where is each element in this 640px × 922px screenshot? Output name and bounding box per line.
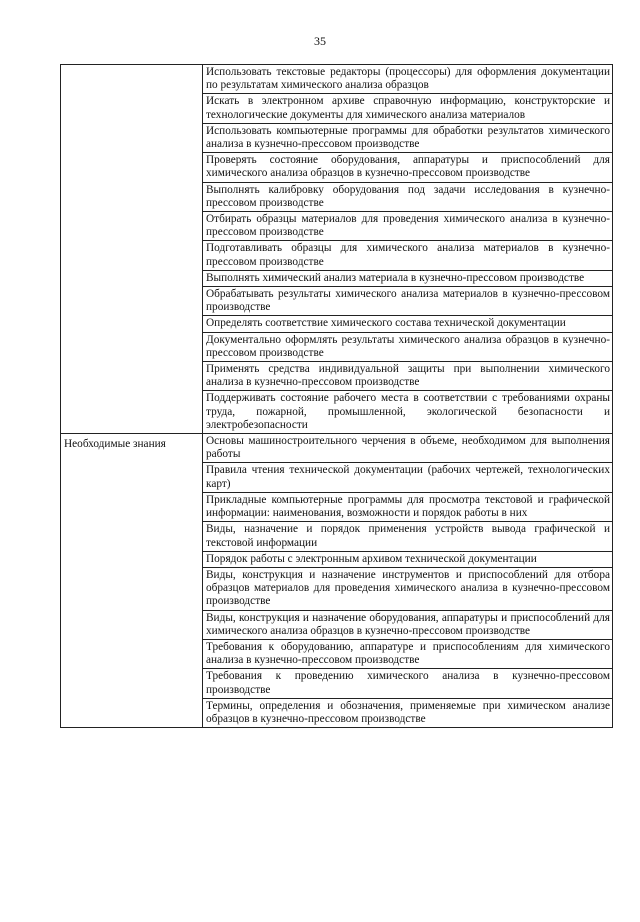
requirements-table [60,64,613,728]
knowledge-item: Порядок работы с электронным архивом технической документации [203,551,613,567]
skills-item: Применять средства индивидуальной защиты при выполнении химического анализа в кузнечно-прессовом производстве [203,362,613,391]
table-row [61,434,613,463]
skills-item: Выполнять калибровку оборудования под задачи исследования в кузнечно-прессовом производстве [203,182,613,211]
skills-item: Отбирать образцы материалов для проведения химического анализа в кузнечно-прессовом производстве [203,212,613,241]
knowledge-item: Виды, конструкция и назначение инструментов и приспособлений для отбора образцов материалов для проведения химического анализа в кузнечно-прессовом производстве [203,567,613,610]
knowledge-item: Требования к оборудованию, аппаратуре и приспособлениям для химического анализа в кузнечно-прессовом производстве [203,639,613,668]
skills-item: Поддерживать состояние рабочего места в соответствии с требованиями охраны труда, пожарной, промышленной, экологической безопасности и электробезопасности [203,391,613,434]
knowledge-item: Основы машиностроительного черчения в объеме, необходимом для выполнения работы [203,434,613,463]
skills-item: Искать в электронном архиве справочную информацию, конструкторские и технологические документы для химического анализа материалов [203,94,613,123]
section-label-skills-empty [61,65,203,434]
skills-item: Использовать текстовые редакторы (процессоры) для оформления документации по результатам химического анализа образцов [203,65,613,94]
knowledge-item: Виды, конструкция и назначение оборудования, аппаратуры и приспособлений для химического анализа образцов в кузнечно-прессовом производстве [203,610,613,639]
page-number: 35 [314,34,326,48]
knowledge-item: Требования к проведению химического анализа в кузнечно-прессовом производстве [203,669,613,698]
table-row [61,65,613,94]
skills-item: Обрабатывать результаты химического анализа материалов в кузнечно-прессовом производстве [203,287,613,316]
knowledge-item: Правила чтения технической документации (рабочих чертежей, технологических карт) [203,463,613,492]
knowledge-item: Прикладные компьютерные программы для просмотра текстовой и графической информации: наименования, возможности и порядок работы в них [203,492,613,521]
section-label-knowledge: Необходимые знания [61,434,203,728]
skills-item: Использовать компьютерные программы для обработки результатов химического анализа в кузнечно-прессовом производстве [203,123,613,152]
skills-item: Выполнять химический анализ материала в кузнечно-прессовом производстве [203,270,613,286]
requirements-table-body [61,65,613,728]
skills-item: Определять соответствие химического состава технической документации [203,316,613,332]
skills-item: Проверять состояние оборудования, аппаратуры и приспособлений для химического анализа образцов в кузнечно-прессовом производстве [203,153,613,182]
skills-item: Документально оформлять результаты химического анализа образцов в кузнечно-прессовом производстве [203,332,613,361]
skills-item: Подготавливать образцы для химического анализа материалов в кузнечно-прессовом производстве [203,241,613,270]
knowledge-item: Виды, назначение и порядок применения устройств вывода графической и текстовой информации [203,522,613,551]
knowledge-item: Термины, определения и обозначения, применяемые при химическом анализе образцов в кузнечно-прессовом производстве [203,698,613,727]
